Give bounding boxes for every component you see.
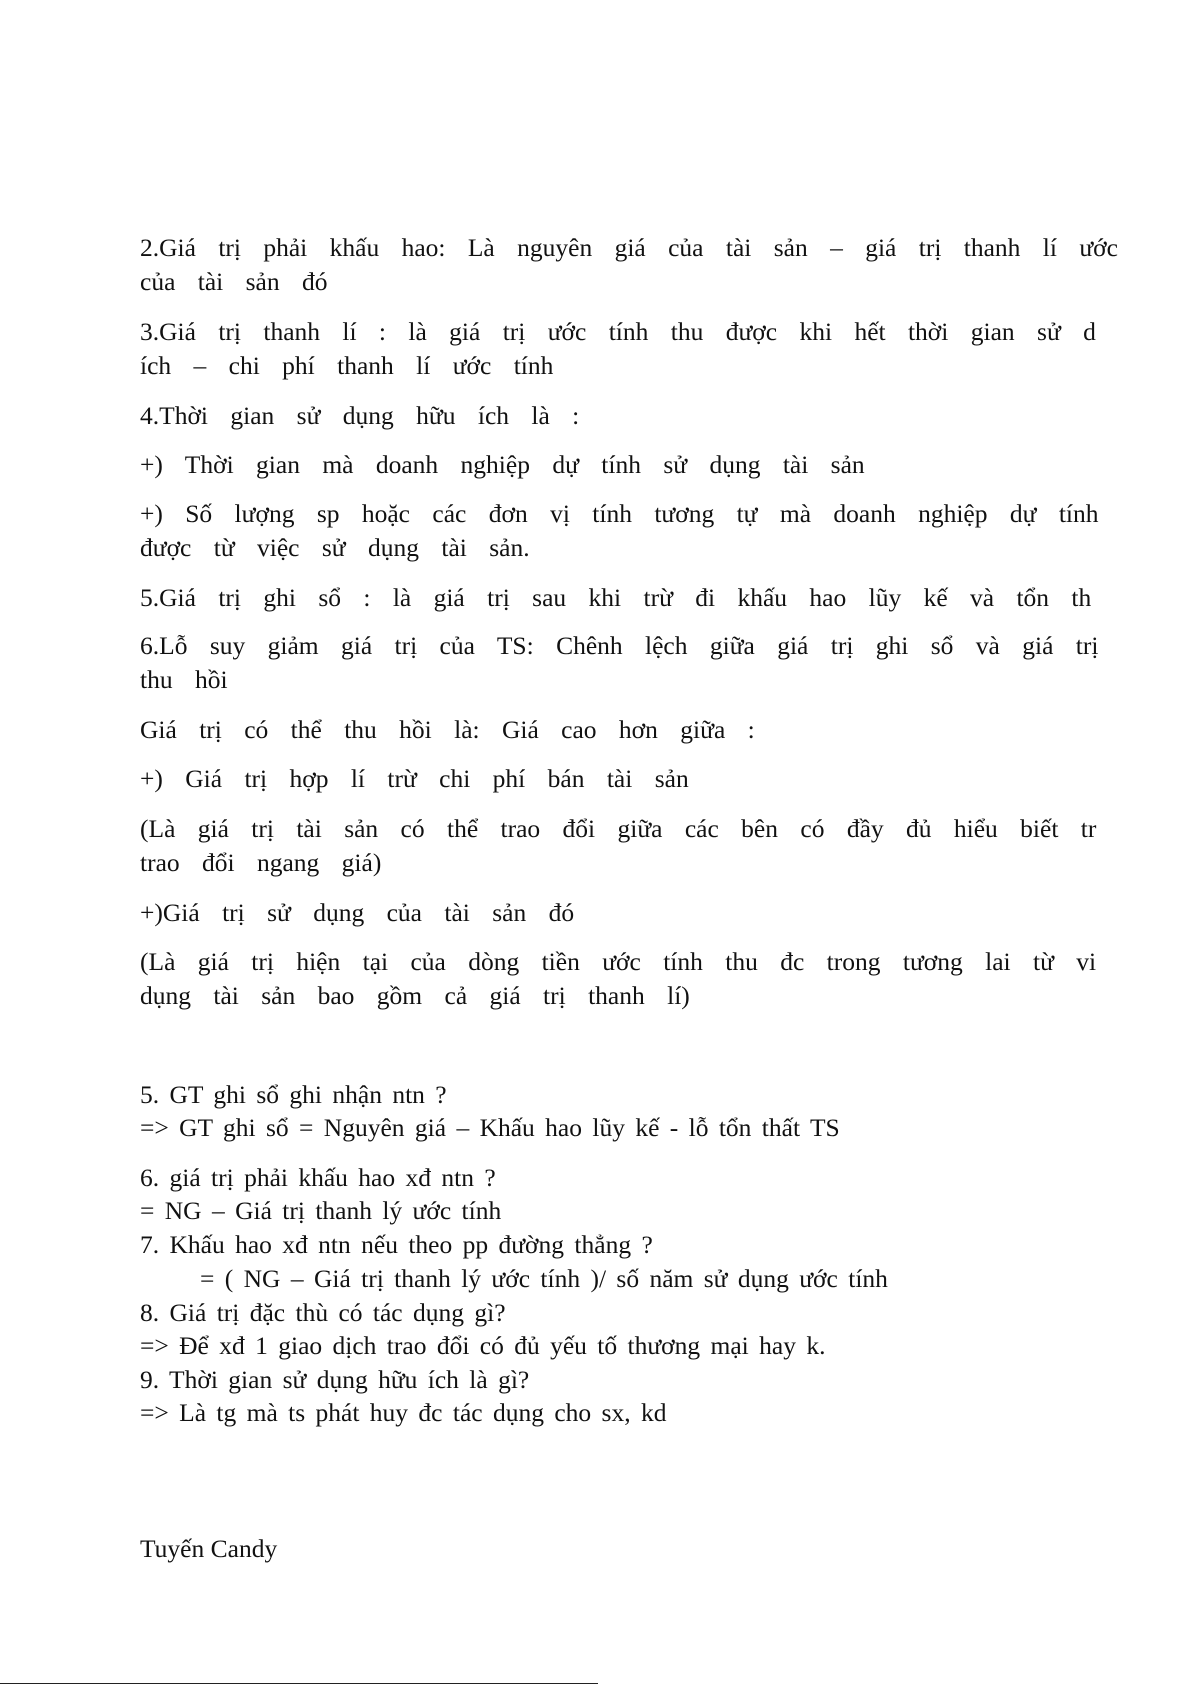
text-line: 5.Giá trị ghi sổ : là giá trị sau khi trừ đi khấu hao lũy kế và tổn th [140, 583, 1092, 612]
answer-line: = ( NG – Giá trị thanh lý ước tính )/ số năm sử dụng ước tính [200, 1264, 888, 1293]
question-line: 6. giá trị phải khấu hao xđ ntn ? [140, 1163, 496, 1192]
question-line: 5. GT ghi sổ ghi nhận ntn ? [140, 1080, 447, 1109]
text-line: +)Giá trị sử dụng của tài sản đó [140, 898, 575, 927]
question-line: 7. Khấu hao xđ ntn nếu theo pp đường thẳng ? [140, 1230, 653, 1259]
text-line: được từ việc sử dụng tài sản. [140, 533, 530, 562]
text-line: (Là giá trị hiện tại của dòng tiền ước tính thu đc trong tương lai từ vi [140, 947, 1097, 976]
answer-line: => Là tg mà ts phát huy đc tác dụng cho sx, kd [140, 1398, 667, 1427]
text-line: 4.Thời gian sử dụng hữu ích là : [140, 401, 580, 430]
text-line: Giá trị có thể thu hồi là: Giá cao hơn giữa : [140, 715, 755, 744]
text-line: +) Giá trị hợp lí trừ chi phí bán tài sản [140, 764, 689, 793]
answer-line: = NG – Giá trị thanh lý ước tính [140, 1196, 502, 1225]
footer-divider [0, 1683, 598, 1684]
author-signature: Tuyến Candy [140, 1534, 278, 1563]
text-line: +) Số lượng sp hoặc các đơn vị tính tương tự mà doanh nghiệp dự tính [140, 499, 1099, 528]
text-line: +) Thời gian mà doanh nghiệp dự tính sử dụng tài sản [140, 450, 865, 479]
text-line: thu hồi [140, 665, 228, 694]
text-line: trao đổi ngang giá) [140, 848, 382, 877]
text-line: dụng tài sản bao gồm cả giá trị thanh lí) [140, 981, 690, 1010]
text-line: ích – chi phí thanh lí ước tính [140, 351, 554, 380]
text-line: (Là giá trị tài sản có thể trao đổi giữa các bên có đầy đủ hiểu biết tr [140, 814, 1097, 843]
text-line: của tài sản đó [140, 267, 328, 296]
text-line: 6.Lỗ suy giảm giá trị của TS: Chênh lệch giữa giá trị ghi sổ và giá trị [140, 631, 1099, 660]
question-line: 9. Thời gian sử dụng hữu ích là gì? [140, 1365, 530, 1394]
text-line: 3.Giá trị thanh lí : là giá trị ước tính thu được khi hết thời gian sử d [140, 317, 1096, 346]
text-line: 2.Giá trị phải khấu hao: Là nguyên giá của tài sản – giá trị thanh lí ước [140, 233, 1118, 262]
question-line: 8. Giá trị đặc thù có tác dụng gì? [140, 1298, 506, 1327]
answer-line: => Để xđ 1 giao dịch trao đổi có đủ yếu tố thương mại hay k. [140, 1331, 826, 1360]
answer-line: => GT ghi sổ = Nguyên giá – Khấu hao lũy kế - lỗ tổn thất TS [140, 1113, 840, 1142]
